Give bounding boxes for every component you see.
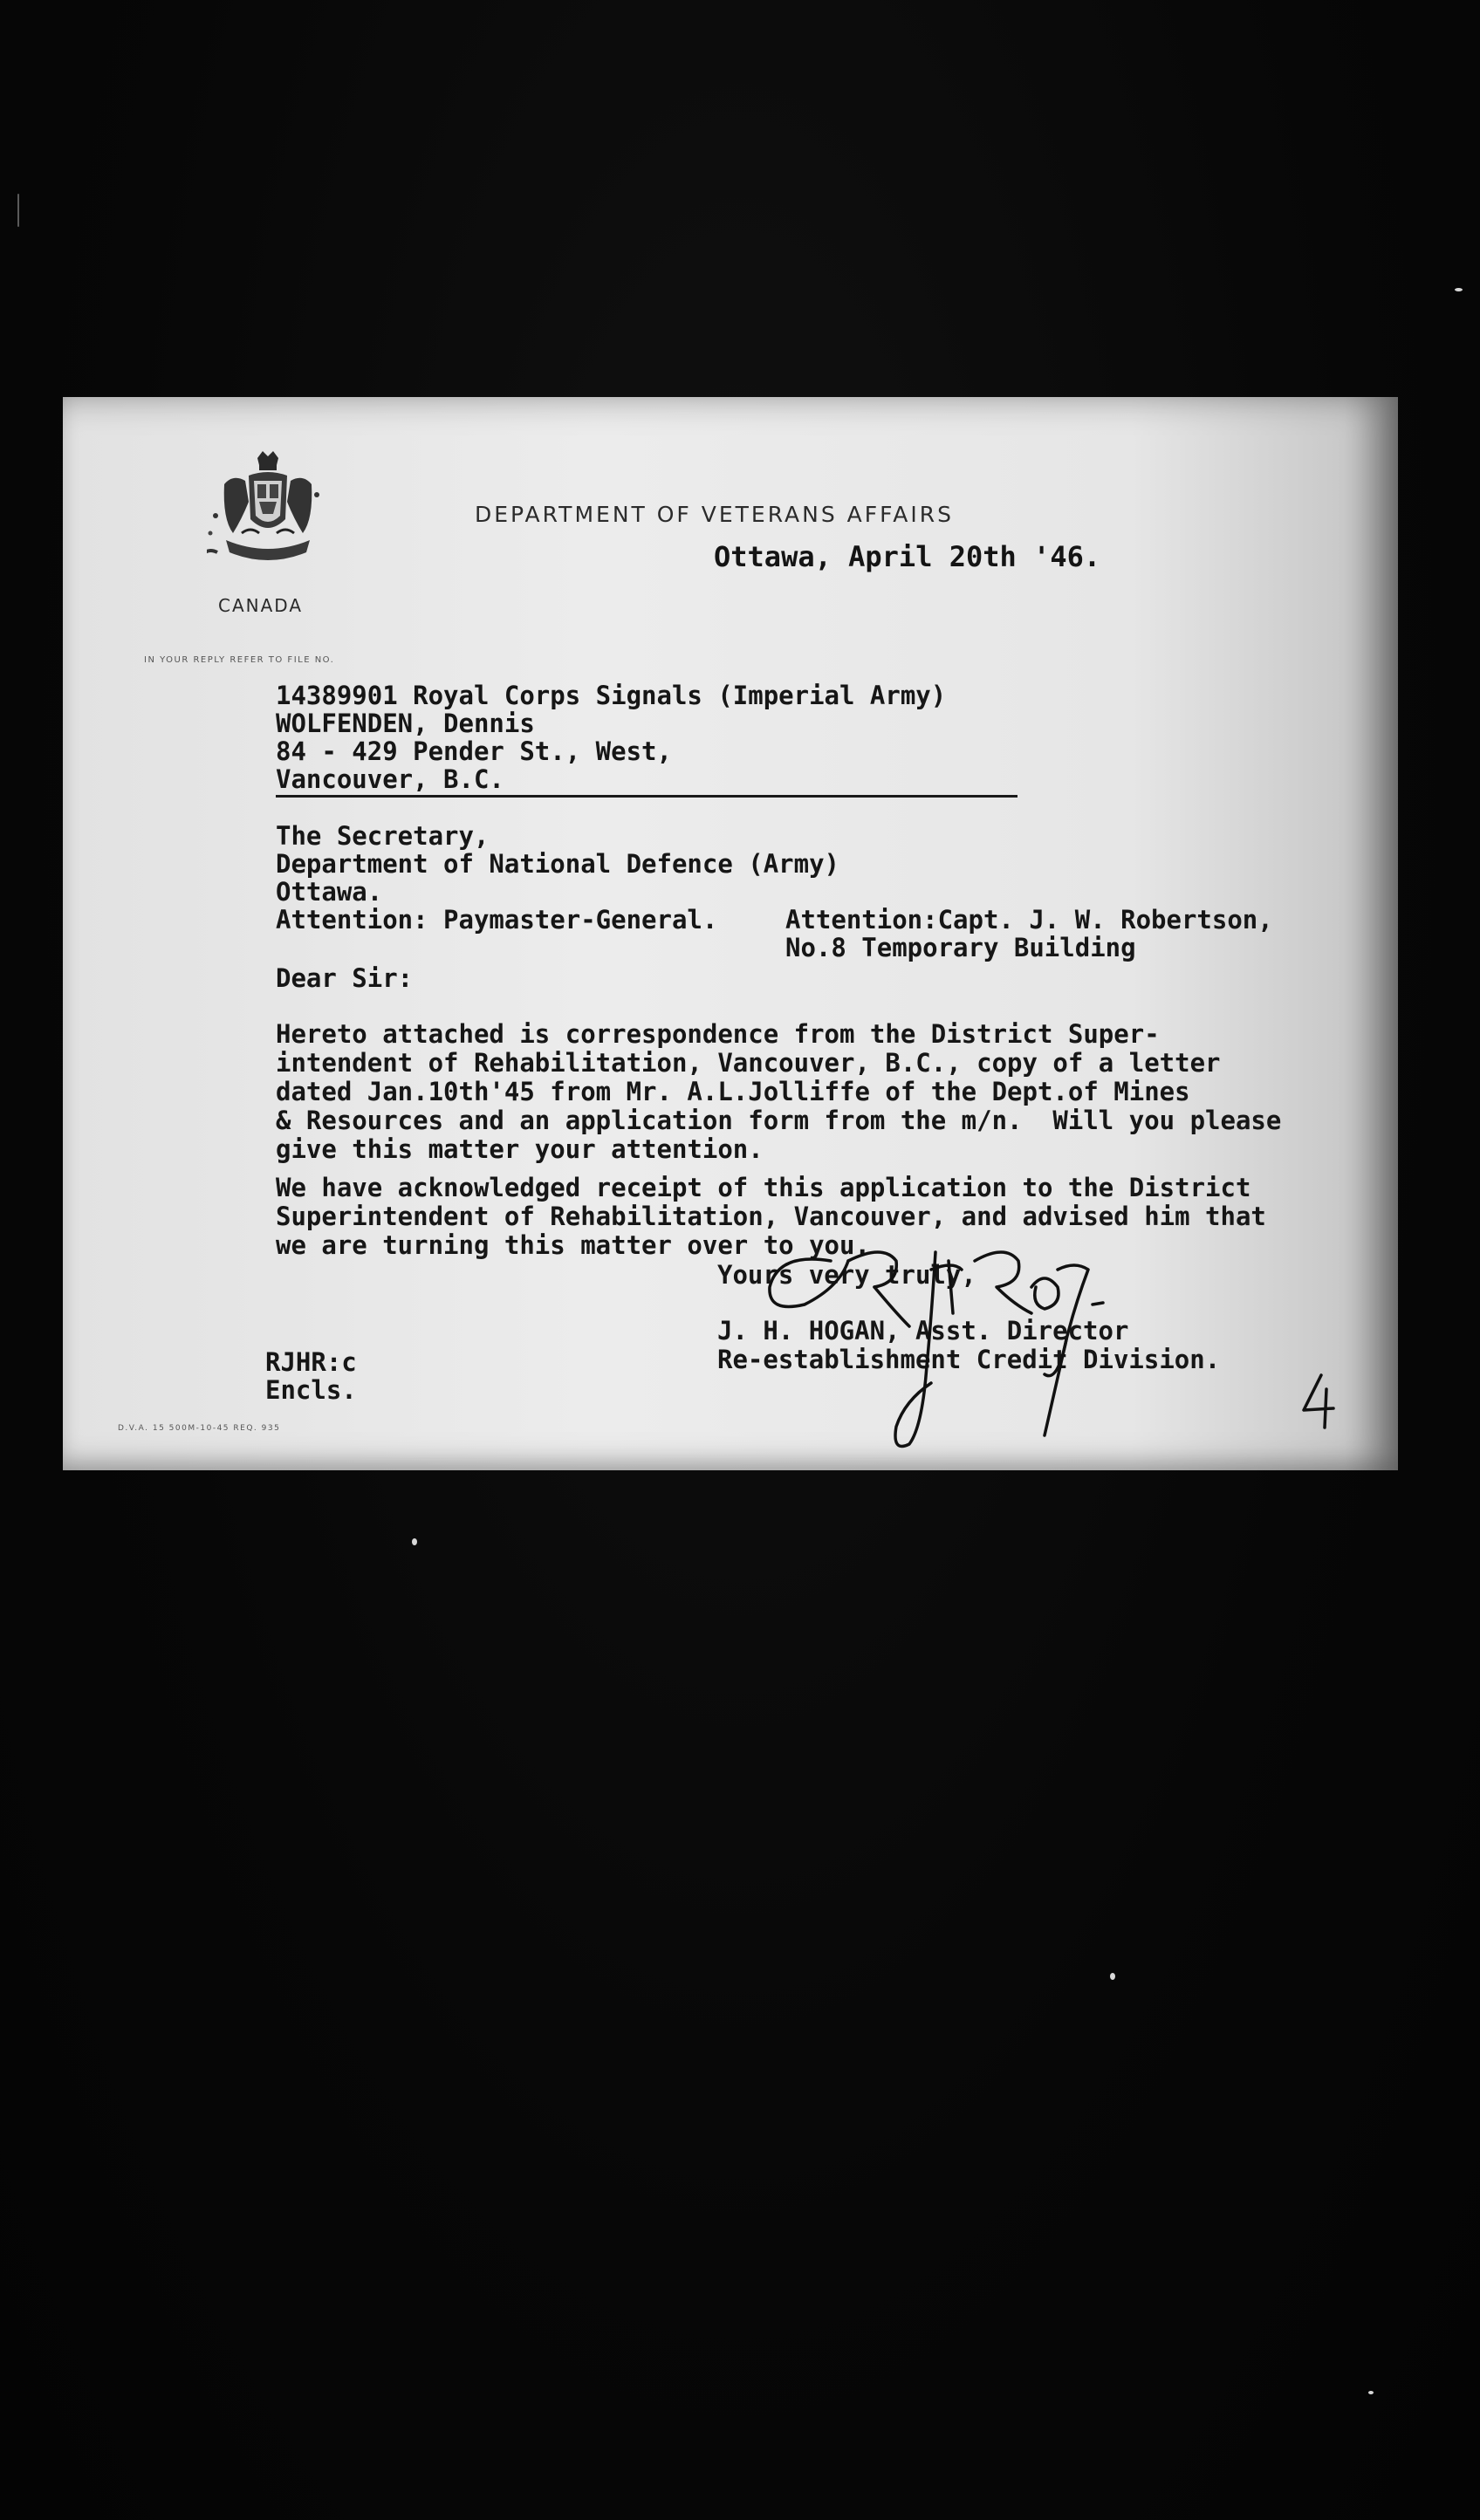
typist-initials: RJHR:c — [265, 1347, 357, 1377]
addressee-line-3: Ottawa. — [276, 877, 383, 907]
attention-building: No.8 Temporary Building — [785, 933, 1136, 962]
salutation: Dear Sir: — [276, 963, 414, 993]
dust-speck — [412, 1538, 417, 1545]
addressee-line-2: Department of National Defence (Army) — [276, 849, 840, 879]
attention-robertson: Attention:Capt. J. W. Robertson, — [785, 905, 1273, 935]
letter-date: Ottawa, April 20th '46. — [714, 540, 1101, 573]
handwritten-signature — [743, 1235, 1162, 1470]
reference-line-1: 14389901 Royal Corps Signals (Imperial Army) — [276, 681, 947, 710]
body-paragraph-2-line: we are turning this matter over to you. — [276, 1230, 870, 1260]
reference-line-3: 84 - 429 Pender St., West, — [276, 736, 672, 766]
country-label: CANADA — [218, 595, 304, 616]
coat-of-arms-icon — [207, 449, 329, 580]
body-paragraph-1-line: dated Jan.10th'45 from Mr. A.L.Jolliffe of the Dept.of Mines — [276, 1077, 1190, 1106]
body-paragraph-1-line: & Resources and an application form from the m/n. Will you please — [276, 1106, 1282, 1135]
body-paragraph-1-line: Hereto attached is correspondence from the District Super- — [276, 1019, 1160, 1049]
attention-paymaster: Attention: Paymaster-General. — [276, 905, 718, 935]
enclosures-note: Encls. — [265, 1375, 357, 1405]
addressee-line-1: The Secretary, — [276, 821, 490, 851]
dust-speck — [17, 194, 19, 227]
form-code: D.V.A. 15 500M-10-45 REQ. 935 — [118, 1424, 281, 1433]
signer-name: J. H. HOGAN, Asst. Director — [717, 1316, 1129, 1346]
reference-line-2: WOLFENDEN, Dennis — [276, 709, 535, 738]
signer-division: Re-establishment Credit Division. — [717, 1345, 1221, 1374]
body-paragraph-2-line: Superintendent of Rehabilitation, Vancouver, and advised him that — [276, 1202, 1266, 1231]
letterhead-department: DEPARTMENT OF VETERANS AFFAIRS — [475, 502, 954, 527]
reference-underline — [276, 795, 1018, 798]
file-reference-label: IN YOUR REPLY REFER TO FILE NO. — [144, 655, 335, 665]
letter-page — [63, 397, 1398, 1470]
dust-speck — [1455, 288, 1463, 291]
dust-speck — [1368, 2391, 1374, 2394]
body-paragraph-2-line: We have acknowledged receipt of this application to the District — [276, 1173, 1251, 1202]
valediction: Yours very truly, — [717, 1260, 976, 1290]
reference-line-4: Vancouver, B.C. — [276, 764, 504, 794]
handwritten-page-number — [1297, 1370, 1340, 1431]
body-paragraph-1-line: intendent of Rehabilitation, Vancouver, B.C., copy of a letter — [276, 1048, 1221, 1078]
dust-speck — [1110, 1973, 1115, 1980]
body-paragraph-1-line: give this matter your attention. — [276, 1134, 764, 1164]
